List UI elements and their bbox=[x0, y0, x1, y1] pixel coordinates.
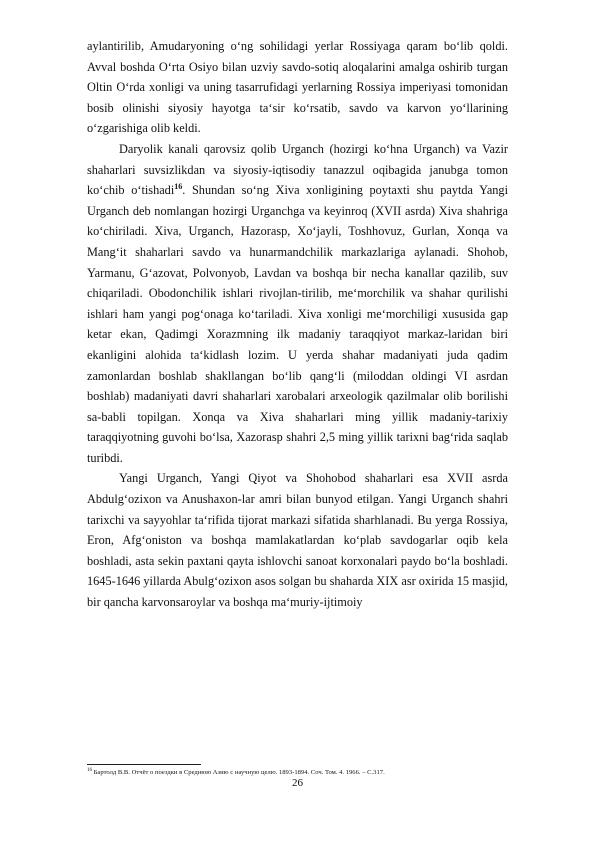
footnote-text: Бартолд В.В. Отчёт о поездки в Среднюю Азию с научную целю. 1893-1894. Соч. Том. 4. 1966. – С.317. bbox=[92, 769, 385, 776]
footnote-divider bbox=[87, 764, 201, 765]
paragraph-2-text-a: Daryolik kanali qarovsiz qolib Urganch (hozirgi ko‘hna Urganch) va Vazir shaharlari suvsizlikdan va siyosiy-iqtisodiy tanazzul oqibagida janubga tomon ko‘chib o‘tishadi bbox=[87, 141, 508, 198]
page-number: 26 bbox=[292, 777, 303, 789]
footnote-number: 16 bbox=[87, 767, 92, 773]
paragraph-2 bbox=[87, 139, 508, 469]
paragraph-2-text-b: . Shundan so‘ng Xiva xonligining poytaxti shu paytda Yangi Urganch deb nomlangan hozirgi Urganchga va keyinroq (XVII asrda) Xiva shahriga ko‘chiriladi. Xiva, Urganch, Hazorasp, Xo‘jayli, Toshhovuz, Gurlan, Xonqa va Mang‘it shaharlari savdo va hunarmandchilik markazlariga aylanadi. Shohob, Yarmanu, G‘azovat, Polvonyob, Lavdan va boshqa bir necha kanallar qazilib, suv chiqariladi. Obodonchilik ishlari rivojlan-tirilib, me‘morchilik va shahar qurilishi ishlari ham yangi pog‘onaga ko‘tariladi. Xiva xonligi me‘morchiligi xususida gap ketar ekan, Qadimgi Xorazmning ilk madaniy taraqqiyot markaz-laridan biri ekanligini alohida ta‘kidlash lozim. U yerda shahar madaniyati juda qadim zamonlardan boshlab shakllangan bo‘lib qang‘li (miloddan oldingi VI asrdan boshlab) madaniyati davri shaharlari xarobalari arxeologik qazilmalar olib borilishi sa-babli topilgan. Xonqa va Xiva shaharlari ming yillik madaniy-tarixiy taraqqiyotning guvohi bo‘lsa, Xazorasp shahri 2,5 ming yillik tarixni bag‘rida saqlab turibdi. bbox=[87, 183, 508, 465]
paragraph-3: Yangi Urganch, Yangi Qiyot va Shohobod shaharlari esa XVII asrda Abdulg‘ozixon va Anushaxon-lar amri bilan bunyod etilgan. Yangi Urganch shahri tarixchi va sayyohlar ta‘rifida tijorat markazi sifatida sharhlanadi. Bu yerga Rossiya, Eron, Afg‘oniston va boshqa mamlakatlardan ko‘plab savdogarlar oqib kela boshladi, asta sekin paxtani qayta ishlovchi sanoat korxonalari paydo bo‘la boshladi. 1645-1646 yillarda Abulg‘ozixon asos solgan bu shaharda XIX asr oxirida 15 masjid, bir qancha karvonsaroylar va boshqa ma‘muriy-ijtimoiy bbox=[87, 471, 508, 610]
body-text bbox=[87, 36, 508, 613]
footnote-reference[interactable]: 16 bbox=[174, 182, 183, 192]
paragraph-1: aylantirilib, Amudaryoning o‘ng sohilidagi yerlar Rossiyaga qaram bo‘lib qoldi. Avval boshda O‘rta Osiyo bilan uzviy savdo-sotiq aloqalarini amalga oshirib turgan Oltin O‘rda xonligi va uning tasarrufidagi yerlarning Rossiya imperiyasi tomonidan bosib olinishi siyosiy hayotga ta‘sir ko‘rsatib, savdo va karvon yo‘llarining o‘zgarishiga olib keldi. bbox=[87, 39, 508, 136]
footnote bbox=[87, 768, 517, 777]
